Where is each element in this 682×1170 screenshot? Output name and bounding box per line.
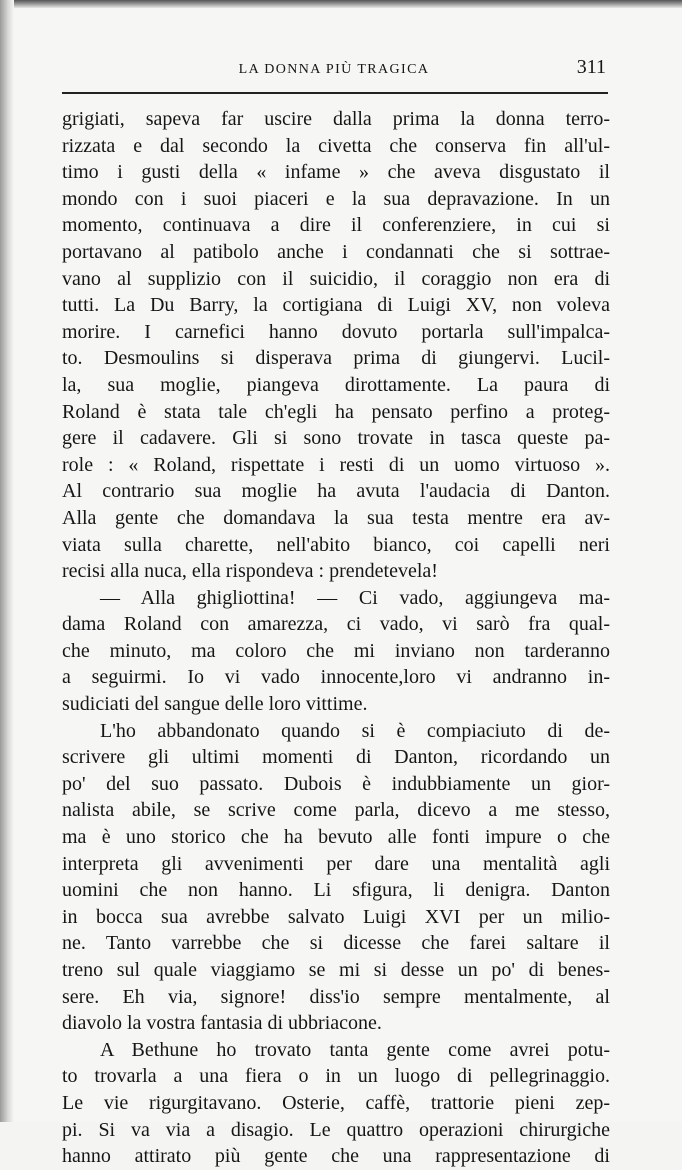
text-line: Alla gente che domandava la sua testa mentre era av- xyxy=(62,506,610,529)
text-line: ne. Tanto varrebbe che si dicesse che farei saltare il xyxy=(62,932,610,955)
text-line: a seguirmi. Io vi vado innocente,loro vi andranno in- xyxy=(62,666,610,689)
text-line: dama Roland con amarezza, ci vado, vi sarò fra qual- xyxy=(62,613,610,636)
text-line: timo i gusti della « infame » che aveva disgustato il xyxy=(62,161,610,184)
header-rule xyxy=(62,92,608,94)
text-line: pi. Si va via a disagio. Le quattro operazioni chirurgiche xyxy=(62,1118,610,1141)
text-line: interpreta gli avvenimenti per dare una mentalità agli xyxy=(62,852,610,875)
text-line: treno sul quale viaggiamo se mi si desse un po' di benes- xyxy=(62,959,610,981)
body-text xyxy=(62,106,610,1170)
text-line: — Alla ghigliottina! — Ci vado, aggiungeva ma- xyxy=(100,586,610,609)
text-line: Al contrario sua moglie ha avuta l'audacia di Danton. xyxy=(62,480,610,503)
text-line: vano al supplizio con il suicidio, il coraggio non era di xyxy=(62,267,610,290)
text-line: sudiciati del sangue delle loro vittime. xyxy=(62,693,368,716)
text-line: momento, continuava a dire il conferenziere, in cui si xyxy=(62,214,610,237)
text-line: rizzata e dal secondo la civetta che conserva fin all'ul- xyxy=(62,134,610,157)
text-line: grigiati, sapeva far uscire dalla prima la donna terro- xyxy=(62,108,610,130)
text-line: portavano al patibolo anche i condannati che si sottrae- xyxy=(62,240,610,263)
text-line: in bocca sua avrebbe salvato Luigi XVI per un milio- xyxy=(62,905,610,928)
text-line: Roland è stata tale ch'egli ha pensato perfino a proteg- xyxy=(62,400,610,423)
page-binding-edge xyxy=(0,0,14,1122)
text-line: recisi alla nuca, ella rispondeva : prendetevela! xyxy=(62,560,438,583)
text-line: morire. I carnefici hanno dovuto portarla sull'impalca- xyxy=(62,320,610,343)
text-line: Le vie rigurgitavano. Osterie, caffè, trattorie pieni zep- xyxy=(62,1091,610,1114)
page-number: 311 xyxy=(576,56,606,78)
text-line: viata sulla charette, nell'abito bianco, coi capelli neri xyxy=(62,533,610,556)
page-top-edge xyxy=(0,0,682,8)
page-header xyxy=(62,56,606,90)
text-line: ma è uno storico che ha bevuto alle fonti impure o che xyxy=(62,826,610,849)
text-line: che minuto, ma coloro che mi inviano non tarderanno xyxy=(62,639,610,662)
text-line: hanno attirato più gente che una rappresentazione di xyxy=(62,1145,610,1168)
text-line: gere il cadavere. Gli si sono trovate in tasca queste pa- xyxy=(62,427,610,450)
text-line: mondo con i suoi piaceri e la sua depravazione. In un xyxy=(62,187,610,210)
text-line: uomini che non hanno. Li sfigura, li denigra. Danton xyxy=(62,879,610,902)
text-line: role : « Roland, rispettate i resti di un uomo virtuoso ». xyxy=(62,453,610,476)
text-line: L'ho abbandonato quando si è compiaciuto di de- xyxy=(100,719,610,742)
text-line: to trovarla a una fiera o in un luogo di pellegrinaggio. xyxy=(62,1065,610,1088)
text-line: scrivere gli ultimi momenti di Danton, ricordando un xyxy=(62,746,610,769)
text-line: A Bethune ho trovato tanta gente come avrei potu- xyxy=(100,1038,610,1061)
text-line: po' del suo passato. Dubois è indubbiamente un gior- xyxy=(62,772,610,795)
text-line: sere. Eh via, signore! diss'io sempre mentalmente, al xyxy=(62,985,610,1008)
text-line: la, sua moglie, piangeva dirottamente. La paura di xyxy=(62,373,610,396)
text-line: nalista abile, se scrive come parla, dicevo a me stesso, xyxy=(62,799,610,822)
text-line: tutti. La Du Barry, la cortigiana di Luigi XV, non voleva xyxy=(62,294,610,317)
text-line: diavolo la vostra fantasia di ubbriacone. xyxy=(62,1012,382,1035)
text-line: to. Desmoulins si disperava prima di giungervi. Lucil- xyxy=(62,347,610,370)
running-title: LA DONNA PIÙ TRAGICA xyxy=(238,62,430,77)
